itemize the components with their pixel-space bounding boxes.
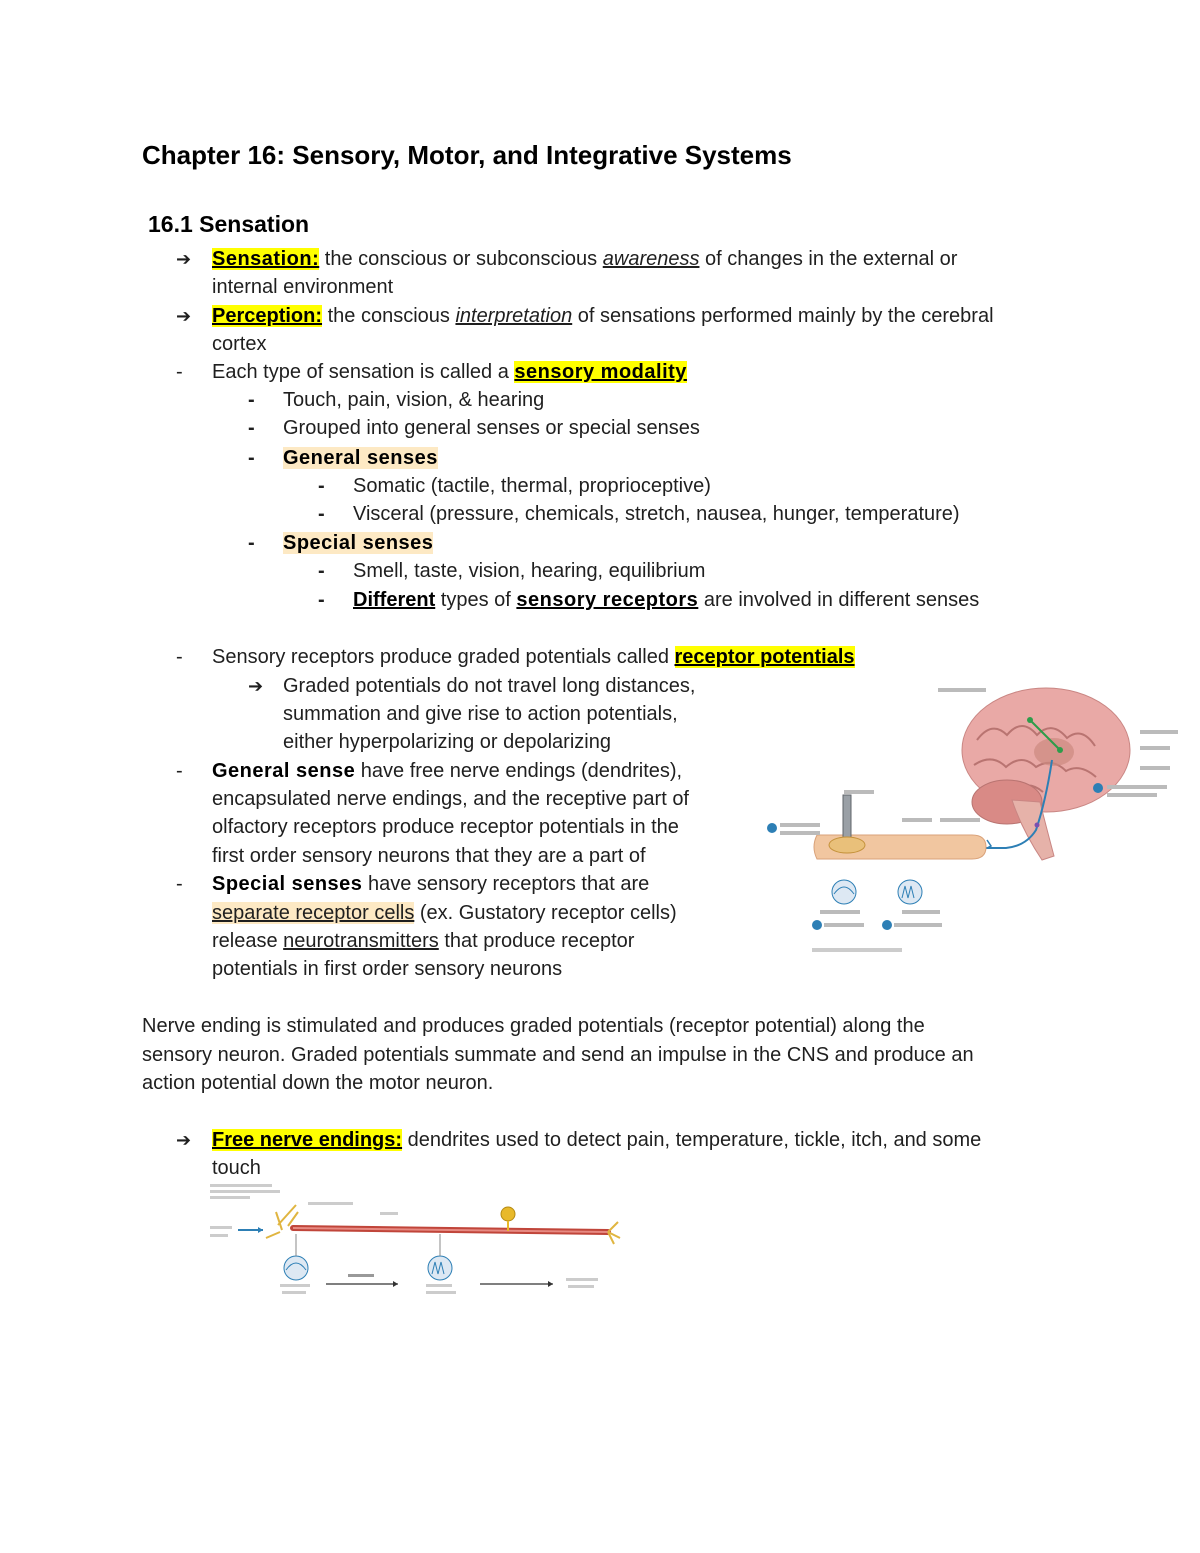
step-3-marker <box>882 920 892 930</box>
separate-receptor-cells: separate receptor cells <box>212 902 415 924</box>
arrow-bullet: ➔ <box>176 249 192 269</box>
perception-emphasis: interpretation <box>455 305 573 327</box>
special-senses-text: (ex. Gustatory receptor cells) <box>414 902 677 924</box>
arrow-bullet: ➔ <box>248 676 264 696</box>
special-senses-text: release <box>212 930 284 952</box>
different-term: Different <box>353 589 436 611</box>
special-senses-line <box>212 927 634 955</box>
modality-line <box>212 358 687 386</box>
receptor-potentials-term: receptor potentials <box>674 646 855 668</box>
perception-text: the conscious <box>322 305 456 327</box>
arrow-bullet: ➔ <box>176 306 192 326</box>
general-sense-term: General sense <box>212 760 356 782</box>
dash-bullet: - <box>248 389 255 411</box>
free-nerve-continuation: touch <box>212 1157 261 1179</box>
dash-bullet: - <box>318 503 325 525</box>
step-2-marker <box>812 920 822 930</box>
different-receptors-line <box>353 586 979 614</box>
modality-item: Touch, pain, vision, & hearing <box>283 389 545 411</box>
dash-bullet: - <box>248 447 255 469</box>
dash-bullet: - <box>318 589 325 611</box>
free-nerve-ending <box>266 1205 298 1238</box>
special-senses-text: that produce receptor <box>438 930 635 952</box>
special-senses-line <box>212 870 649 898</box>
dash-bullet: - <box>248 532 255 554</box>
special-senses-label <box>283 529 433 557</box>
dash-bullet: - <box>176 760 183 782</box>
free-nerve-term: Free nerve endings: <box>212 1129 403 1151</box>
special-senses-text: have sensory receptors that are <box>362 873 650 895</box>
step-1-marker <box>767 823 777 833</box>
free-nerve-ending-figure <box>208 1180 628 1305</box>
general-senses-label <box>283 444 438 472</box>
sensation-text: the conscious or subconscious <box>319 248 603 270</box>
special-sense-item: Smell, taste, vision, hearing, equilibrium <box>353 560 706 582</box>
section-heading: 16.1 Sensation <box>148 211 310 237</box>
sensation-continuation: internal environment <box>212 276 394 298</box>
paragraph-line: sensory neuron. Graded potentials summate and send an impulse in the CNS and produce an <box>142 1044 974 1066</box>
sensation-emphasis: awareness <box>602 248 700 270</box>
free-nerve-line <box>212 1126 981 1154</box>
stimulus-probe <box>843 795 851 840</box>
perception-definition <box>212 302 994 330</box>
perception-term: Perception: <box>212 305 323 327</box>
dash-bullet: - <box>176 873 183 895</box>
general-sense-line: first order sensory neurons that they are a part of <box>212 845 646 867</box>
general-sense-line <box>212 757 682 785</box>
perception-text: of sensations performed mainly by the cerebral <box>572 305 994 327</box>
special-senses-term: Special senses <box>283 532 434 554</box>
general-sense-text: have free nerve endings (dendrites), <box>355 760 683 782</box>
sensation-pathway-figure <box>762 680 1182 960</box>
step-4-marker <box>1093 783 1103 793</box>
general-sense-line: olfactory receptors produce receptor potentials in the <box>212 816 679 838</box>
special-senses-term: Special senses <box>212 873 363 895</box>
sensation-term: Sensation: <box>212 248 320 270</box>
dash-bullet: - <box>176 646 183 668</box>
sensation-text: of changes in the external or <box>699 248 958 270</box>
general-sense-item: Somatic (tactile, thermal, proprioceptive) <box>353 475 711 497</box>
modality-term: sensory modality <box>514 361 687 383</box>
sensation-definition <box>212 245 957 273</box>
chapter-title: Chapter 16: Sensory, Motor, and Integrative Systems <box>142 140 792 170</box>
perception-continuation: cortex <box>212 333 267 355</box>
general-senses-term: General senses <box>283 447 438 469</box>
general-sense-item: Visceral (pressure, chemicals, stretch, nausea, hunger, temperature) <box>353 503 960 525</box>
paragraph-line: action potential down the motor neuron. <box>142 1072 494 1094</box>
free-nerve-text: dendrites used to detect pain, temperature, tickle, itch, and some <box>402 1129 982 1151</box>
special-senses-line <box>212 899 677 927</box>
paragraph-line: Nerve ending is stimulated and produces graded potentials (receptor potential) along the <box>142 1015 925 1037</box>
graded-line: either hyperpolarizing or depolarizing <box>283 731 611 753</box>
dash-bullet: - <box>318 560 325 582</box>
graded-line: Graded potentials do not travel long distances, <box>283 675 696 697</box>
cell-body <box>501 1207 515 1221</box>
special-senses-line: potentials in first order sensory neurons <box>212 958 563 980</box>
different-text: types of <box>435 589 517 611</box>
different-text: are involved in different senses <box>698 589 980 611</box>
sensory-receptors-term: sensory receptors <box>516 589 699 611</box>
dash-bullet: - <box>248 417 255 439</box>
graded-line: summation and give rise to action potentials, <box>283 703 678 725</box>
arrow-bullet: ➔ <box>176 1130 192 1150</box>
neurotransmitters-term: neurotransmitters <box>283 930 439 952</box>
modality-text: Each type of sensation is called a <box>212 361 515 383</box>
dash-bullet: - <box>176 361 183 383</box>
receptor-text: Sensory receptors produce graded potentials called <box>212 646 675 668</box>
general-sense-line: encapsulated nerve endings, and the receptive part of <box>212 788 689 810</box>
dash-bullet: - <box>318 475 325 497</box>
modality-item: Grouped into general senses or special senses <box>283 417 700 439</box>
receptor-potentials-line <box>212 643 855 671</box>
